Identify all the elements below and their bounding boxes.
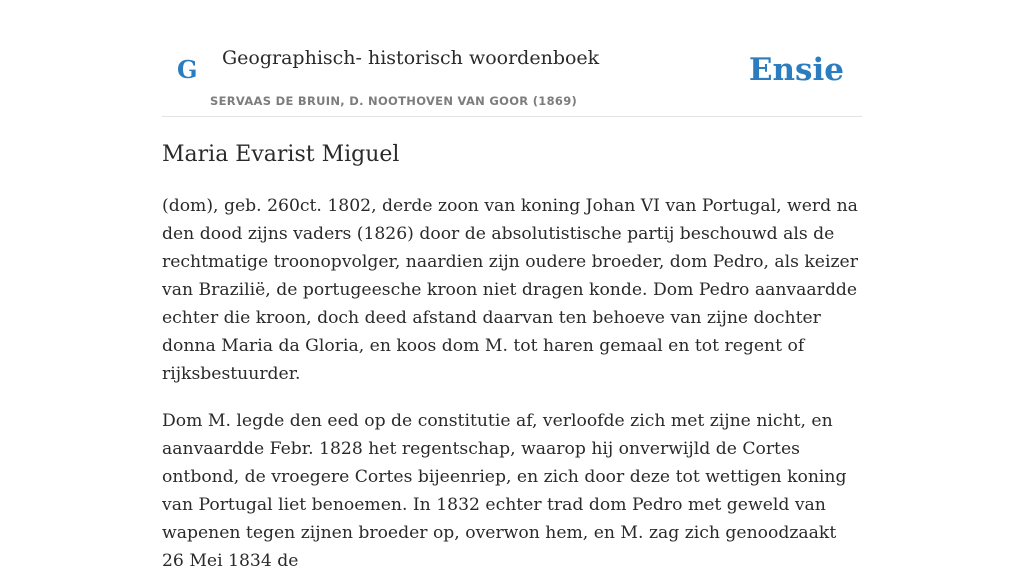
ensie-logo[interactable]: Ensie [748,52,844,88]
book-title-link[interactable]: Geographisch- historisch woordenboek [222,47,600,69]
book-authors: SERVAAS DE BRUIN, D. NOOTHOVEN VAN GOOR (1869) [210,94,578,108]
article-paragraph: (dom), geb. 260ct. 1802, derde zoon van koning Johan VI van Portugal, werd na den dood zijns vaders (1826) door de absolutistische partij beschouwd als de rechtmatige troonopvolger, naardien zijn oudere broeder, dom Pedro, als keizer van Brazilië, de portugeesche kroon niet dragen konde. Dom Pedro aanvaardde echter die kroon, doch deed afstand daarvan ten behoeve van zijne dochter donna Maria da Gloria, en koos dom M. tot haren gemaal en tot regent of rijksbestuurder. [162,196,858,384]
book-letter-icon: G [177,55,198,84]
article [162,136,862,575]
article-paragraph: Dom M. legde den eed op de constitutie af, verloofde zich met zijne nicht, en aanvaardde Febr. 1828 het regentschap, waarop hij onverwijld de Cortes ontbond, de vroegere Cortes bijeenriep, en zich door deze tot wettigen koning van Portugal liet benoemen. In 1832 echter trad dom Pedro met geweld van wapenen tegen zijnen broeder op, overwon hem, en M. zag zich genoodzaakt 26 Mei 1834 de [162,411,847,571]
article-title: Maria Evarist Miguel [162,142,400,167]
source-header [162,0,862,117]
